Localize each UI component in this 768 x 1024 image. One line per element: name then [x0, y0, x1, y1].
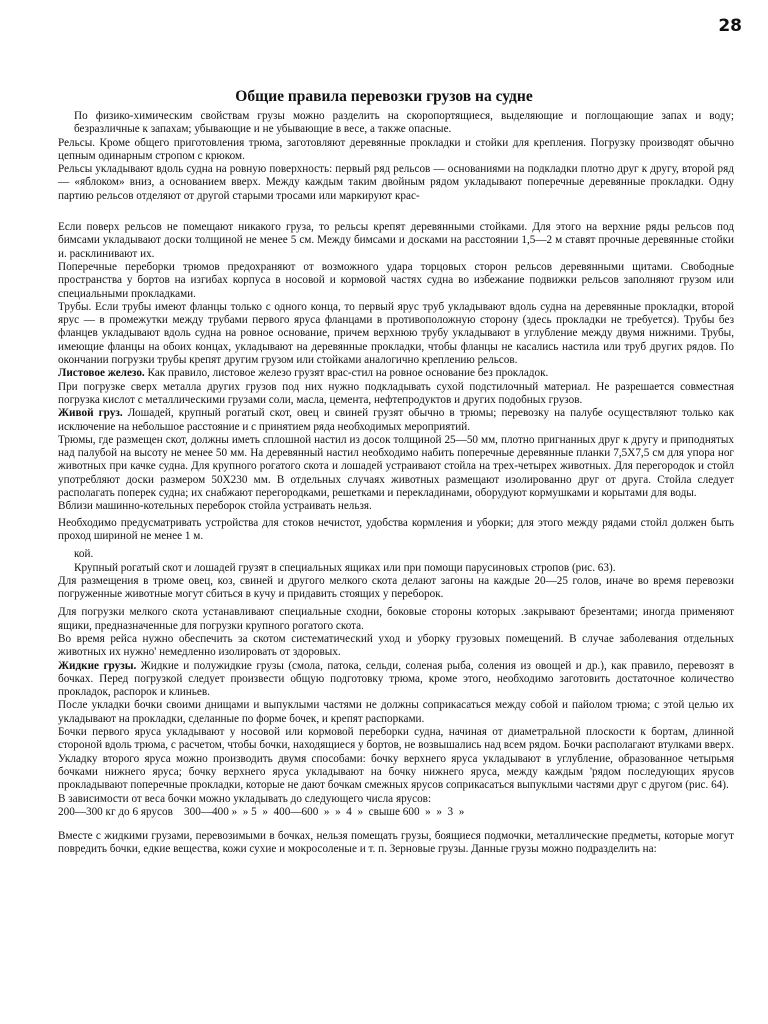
paragraph: В зависимости от веса бочки можно укладывать до следующего числа ярусов: — [58, 792, 432, 805]
paragraph: Вблизи машинно-котельных переборок стойла устраивать нельзя. — [58, 500, 372, 513]
section-heading: Листовое железо. — [58, 367, 145, 380]
paragraph-text: Жидкие и полужидкие грузы (смола, патока, сельди, соленая рыба, соления из овощей и др.), как правило, перевозят в бочках. Перед погрузкой следует произвести общую подготовку трюма, кроме этого, необходимо заготовить достаточное количество прокладок, распорок и клиньев. — [58, 659, 734, 699]
paragraph: Если поверх рельсов не помещают никакого груза, то рельсы крепят деревянными стойками. Для этого на верхние ряды рельсов под бимсами укладывают доски толщиной не менее 5 см. Между бимсами и досками на расстоянии 1,5—2 м ставят прочные деревянные стойки и. расклинивают их. — [58, 221, 734, 260]
paragraph — [58, 660, 734, 700]
paragraph — [58, 407, 734, 434]
paragraph: кой. — [74, 548, 94, 561]
paragraph-text: Лошадей, крупный рогатый скот, овец и свиней грузят обычно в трюмы; перевозку на палубе осуществляют только как исключение на небольшое расстояние и с принятием ряда необходимых мероприятий. — [58, 407, 735, 433]
paragraph: Вместе с жидкими грузами, перевозимыми в бочках, нельзя помещать грузы, боящиеся подмочки, металлические предметы, которые могут повредить бочки, едкие вещества, кожи сухие и мокросоленые и т. п. Зерновые грузы. Данные грузы можно подразделить на: — [58, 830, 734, 856]
section-heading: Живой груз. — [58, 407, 123, 420]
paragraph: Рельсы. Кроме общего приготовления трюма, заготовляют деревянные прокладки и стойки для крепления. Погрузку производят обычно цепным одинарным стропом с крюком. — [58, 136, 734, 162]
paragraph: Для размещения в трюме овец, коз, свиней и другого мелкого скота делают загоны на каждые 20—25 голов, иначе во время перевозки погруженные животные могут сбиться в кучу и придавить стоящих у переборок. — [58, 574, 734, 601]
paragraph — [58, 367, 734, 380]
page-number: 28 — [718, 16, 742, 36]
paragraph: Рельсы укладывают вдоль судна на ровную поверхность: первый ряд рельсов — основаниями на подкладки плотно друг к другу, второй ряд — «яблоком» вниз, а основанием вверх. Между каждым таким двойным рядом укладывают поперечные деревянные прокладки. Одну партию рельсов отделяют от другой старыми тросами или маркируют крас- — [58, 163, 734, 202]
paragraph: Трюмы, где размещен скот, должны иметь сплошной настил из досок толщиной 25—50 мм, плотно пригнанных друг к другу и приподнятых над палубой на высоту не менее 50 мм. На деревянный настил необходимо набить поперечные деревянные планки 7,5Х7,5 см для упора ног животных при качке судна. Для крупного рогатого скота и лошадей устраивают стойла на трех-четырех животных. Для перегородок и стойл употребляют доски размером 50Х230 мм. В отдельных случаях животных размещают изолированно друг от друга. Стойла следует располагать поперек судна; их снабжают перегородками, решетками и перекладинами, оборудуют кормушками и корытами для воды. — [58, 433, 734, 500]
page-title: Общие правила перевозки грузов на судне — [235, 88, 533, 105]
paragraph: Трубы. Если трубы имеют фланцы только с одного конца, то первый ярус труб укладывают вдоль судна на деревянные прокладки, второй ярус — в промежутки между трубами первого яруса фланцами в противоположную сторону (здесь прокладки не требуется). Трубы без фланцев укладывают вдоль судна на ровное основание, причем верхнюю трубу укладывают в углубление между двумя нижними. Трубы, имеющие фланцы на обоих концах, укладывают на деревянные прокладки, чтобы фланцы не касались настила или труб других рядов. По окончании погрузки трубы крепят другим грузом или стойками аналогично креплению рельсов. — [58, 300, 734, 367]
paragraph-text: Как правило, листовое железо грузят врас-стил на ровное основание без прокладок. — [144, 367, 549, 380]
paragraph: Необходимо предусматривать устройства для стоков нечистот, удобства кормления и уборки; для этого между рядами стойл должен быть проход шириной не менее 1 м. — [58, 516, 734, 542]
document-body — [58, 110, 734, 857]
paragraph: Крупный рогатый скот и лошадей грузят в специальных ящиках или при помощи парусиновых стропов (рис. 63). — [74, 561, 616, 574]
paragraph: При погрузке сверх металла других грузов под них нужно подкладывать сухой подстилочный материал. Не разрешается совместная погрузка кислот с металлическими грузами соли, масла, цемента, нефтепродуктов и других подобных грузов. — [58, 380, 734, 406]
paragraph: Поперечные переборки трюмов предохраняют от возможного удара торцовых сторон рельсов деревянными щитами. Свободные пространства у бортов на изгибах корпуса в носовой и кормовой частях судна во избежание подвижки рельсов заполняют грузом или специальными прокладками. — [58, 260, 734, 300]
section-heading: Жидкие грузы. — [58, 659, 137, 672]
tier-table-row: 200—300 кг до 6 ярусов 300—400 » » 5 » 400—600 » » 4 » свыше 600 » » 3 » — [58, 805, 465, 818]
paragraph: По физико-химическим свойствам грузы можно разделить на скоропортящиеся, выделяющие и поглощающие запах и воду; безразличные к запахам; убывающие и не убывающие в весе, а также опасные. — [74, 110, 734, 136]
paragraph: Бочки первого яруса укладывают у носовой или кормовой переборки судна, начиная от диаметральной плоскости к бортам, длинной стороной вдоль трюма, с расчетом, чтобы бочки, находящиеся у бортов, не возвышались над всем рядом. Бочки располагают втулками вверх. Укладку второго яруса можно производить двумя способами: бочку верхнего яруса укладывают в углубление, образованное четырьмя бочками нижнего яруса; бочку верхнего яруса укладывают на бочку нижнего яруса, между каждым 'рядом последующих ярусов прокладывают поперечные прокладки, которые не дают бочкам смежных ярусов соприкасаться выпуклыми частями друг с другом (рис. 64). — [58, 726, 734, 792]
paragraph: Для погрузки мелкого скота устанавливают специальные сходни, боковые стороны которых .закрывают брезентами; иногда применяют ящики, предназначенные для погрузки крупного рогатого скота. — [58, 606, 734, 632]
paragraph: После укладки бочки своими днищами и выпуклыми частями не должны соприкасаться между собой и пайолом трюма; с этой целью их укладывают на прокладки, сделанные по форме бочек, и крепят распорками. — [58, 699, 734, 725]
paragraph: Во время рейса нужно обеспечить за скотом систематический уход и уборку грузовых помещений. В случае заболевания отдельных животных их нужно' немедленно изолировать от здоровых. — [58, 632, 734, 659]
